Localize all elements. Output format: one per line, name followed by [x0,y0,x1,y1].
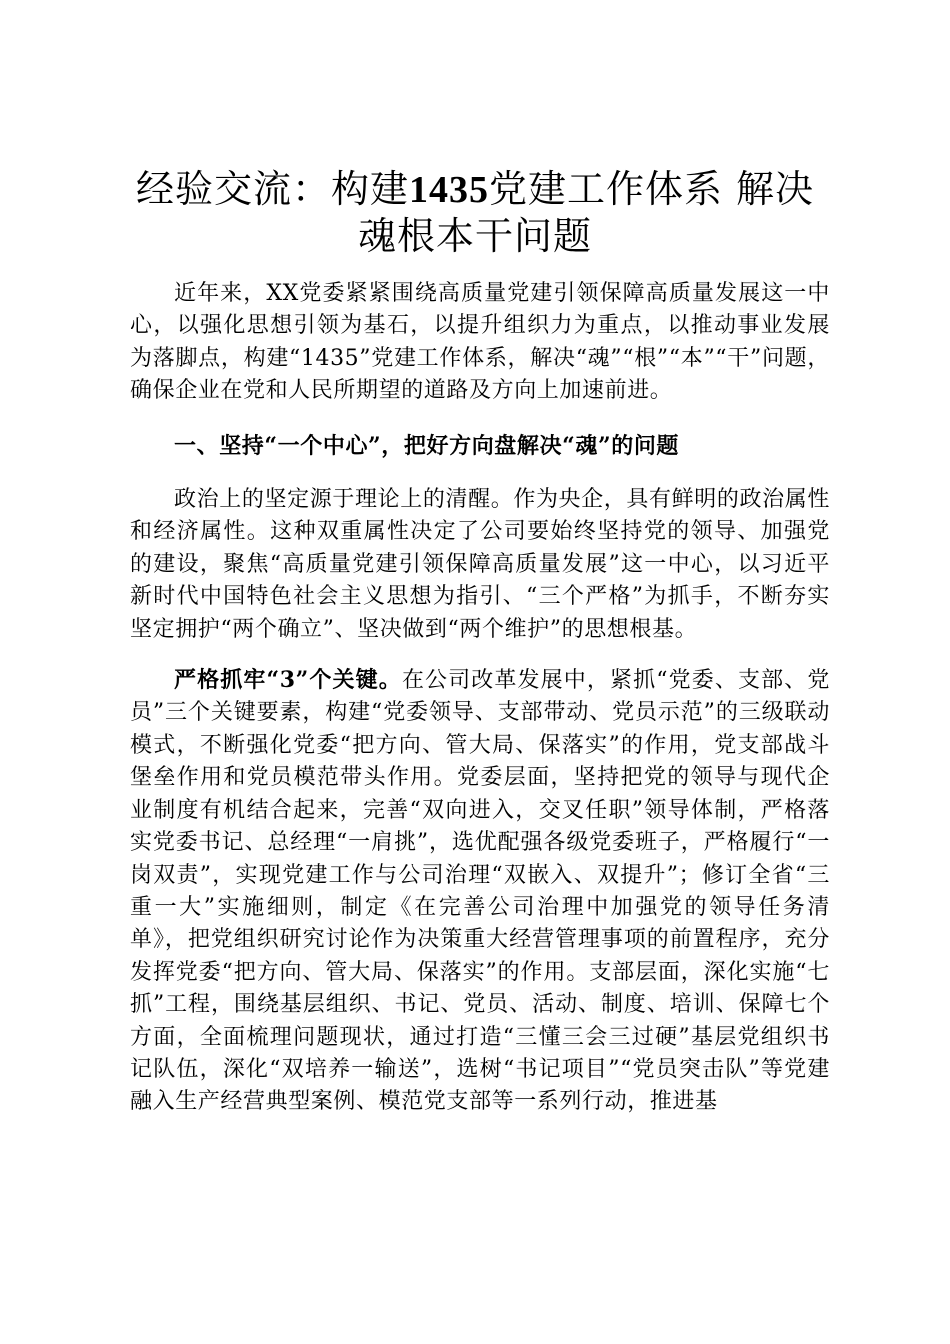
key-points-lead: 严格抓牢“3”个关键。 [174,667,402,694]
section1-key-points-paragraph [130,664,830,1119]
section-heading-1: 一、坚持“一个中心”，把好方向盘解决“魂”的问题 [174,432,680,459]
title-number: 1435 [408,169,489,211]
key-points-body: 在公司改革发展中，紧抓“党委、支部、党员”三个关键要素，构建“党委领导、支部带动、党员示范”的三级联动模式，不断强化党委“把方向、管大局、保落实”的作用，党支部战斗堡垒作用和党员模范带头作用。党委层面，坚持把党的领导与现代企业制度有机结合起来，完善“双向进入，交叉任职”领导体制，严格落实党委书记、总经理“一肩挑”，选优配强各级党委班子，严格履行“一岗双责”，实现党建工作与公司治理“双嵌入、双提升”；修订全省“三重一大”实施细则，制定《在完善公司治理中加强党的领导任务清单》，把党组织研究讨论作为决策重大经营管理事项的前置程序，充分发挥党委“把方向、管大局、保落实”的作用。支部层面，深化实施“七抓”工程，围绕基层组织、书记、党员、活动、制度、培训、保障七个方面，全面梳理问题现状，通过打造“三懂三会三过硬”基层党组织书记队伍，深化“双培养一输送”，选树“书记项目”“党员突击队”等党建融入生产经营典型案例、模范党支部等一系列行动，推进基 [130,668,831,1115]
title-text-part2: 党建工作体系 解决魂根本干问题 [357,167,815,258]
title-text-part1: 经验交流：构建 [135,167,409,211]
document-body [130,278,830,1119]
document-title [118,166,832,259]
intro-paragraph: 近年来，XX党委紧紧围绕高质量党建引领保障高质量发展这一中心，以强化思想引领为基石，以提升组织力为重点，以推动事业发展为落脚点，构建“1435”党建工作体系，解决“魂”“根”“本”“干”问题，确保企业在党和人民所期望的道路及方向上加速前进。 [130,281,830,404]
section1-paragraph: 政治上的坚定源于理论上的清醒。作为央企，具有鲜明的政治属性和经济属性。这种双重属性决定了公司要始终坚持党的领导、加强党的建设，聚焦“高质量党建引领保障高质量发展”这一中心，以习近平新时代中国特色社会主义思想为指引、“三个严格”为抓手，不断夯实坚定拥护“两个确立”、坚决做到“两个维护”的思想根基。 [130,487,830,642]
